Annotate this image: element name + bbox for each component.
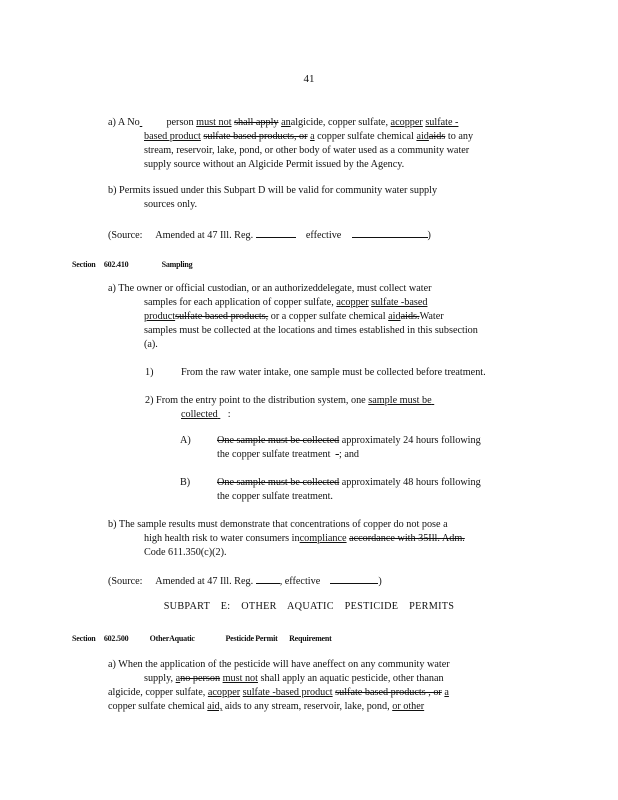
section-label: Section	[72, 260, 96, 269]
text-line: Code 611.350(c)(2).	[144, 547, 227, 558]
text: algicide, copper sulfate,	[108, 687, 206, 698]
text: )	[378, 576, 382, 587]
inserted-text: copper	[212, 687, 241, 698]
deleted-text: shall apply	[234, 117, 279, 128]
text-line	[108, 116, 528, 130]
inserted-text: an	[281, 117, 291, 128]
inserted-text: aid	[416, 131, 429, 142]
text: , effective	[279, 576, 321, 587]
text: Amended at 47 Ill. Reg.	[155, 576, 254, 587]
section-title: Requirement	[289, 634, 332, 643]
text-line: supply source without an Algicide Permit issued by the Agency.	[144, 159, 405, 170]
source-note	[108, 573, 382, 589]
text: )	[427, 230, 431, 241]
inserted-text: copper	[395, 117, 423, 128]
section-heading	[72, 258, 192, 272]
deleted-text: One sample must be collected	[217, 435, 340, 446]
text-line: b) The sample results must demonstrate that concentrations of copper do not pose a	[108, 519, 448, 530]
list-item	[145, 394, 535, 422]
inserted-text: a	[336, 297, 341, 308]
text: supply,	[144, 673, 174, 684]
text-line	[108, 700, 528, 714]
text-line	[145, 408, 535, 422]
text: copper sulfate chemical	[108, 701, 205, 712]
section-title: Sampling	[161, 260, 193, 269]
list-item	[145, 366, 535, 380]
inserted-text: based product	[144, 131, 201, 142]
item-label: A)	[180, 435, 191, 446]
text: From the raw water intake, one sample must be collected before treatment.	[181, 367, 486, 378]
text-line: sources only.	[144, 199, 198, 210]
paragraph-b-results	[108, 518, 528, 560]
text: (Source:	[108, 576, 143, 587]
paragraph-b-permits	[108, 184, 528, 212]
underline-fill	[432, 394, 458, 408]
inserted-text: product	[144, 311, 176, 322]
text: ; and	[338, 449, 360, 460]
deleted-text: aids	[428, 131, 446, 142]
text-line: (a).	[144, 339, 158, 350]
text-line: samples must be collected at the locations and times established in this subsection	[144, 325, 478, 336]
deleted-text: One sample must be collected	[217, 477, 340, 488]
inserted-text: or other	[392, 701, 425, 712]
underline-fill	[218, 408, 228, 422]
text-line: a) The owner or official custodian, or an authorizeddelegate, must collect water	[108, 283, 432, 294]
text-line: the copper sulfate treatment.	[217, 491, 333, 502]
text: approximately 48 hours following	[341, 477, 481, 488]
inserted-text: a	[390, 117, 396, 128]
text-line	[108, 296, 528, 310]
deleted-text: -	[335, 449, 339, 460]
text: the copper sulfate treatment	[217, 449, 331, 460]
text: person	[166, 117, 194, 128]
text: algicide, copper sulfate,	[290, 117, 388, 128]
text: :	[227, 409, 231, 420]
text-line: stream, reservoir, lake, pond, or other body of water used as a community water	[144, 145, 470, 156]
inserted-text: a	[310, 131, 315, 142]
text: or a copper sulfate chemical	[270, 311, 386, 322]
subpart-heading: SUBPART E: OTHER AQUATIC PESTICIDE PERMITS	[163, 601, 455, 612]
section-label: Section	[72, 634, 96, 643]
paragraph-a-sampling	[108, 282, 528, 352]
deleted-text: aids to any stream, reservoir, lake, pond,	[224, 701, 390, 712]
inserted-text: sample must be	[368, 395, 432, 406]
text-line	[108, 130, 528, 144]
text-line	[108, 672, 528, 686]
inserted-text: must not	[196, 117, 232, 128]
section-title: Pesticide	[225, 634, 254, 643]
deleted-text: shall apply an aquatic pesticide, other thanan	[260, 673, 444, 684]
deleted-text: sulfate based products , or	[335, 687, 442, 698]
paragraph-a-pesticide	[108, 658, 528, 714]
date-blank	[256, 227, 296, 238]
section-heading	[72, 632, 332, 646]
inserted-text: collected	[181, 409, 218, 420]
deleted-text: accordance with 35Ill. Adm.	[349, 533, 465, 544]
section-title: OtherAquatic	[149, 634, 195, 643]
text: Amended at 47 Ill. Reg.	[155, 230, 254, 241]
text-line	[217, 448, 530, 462]
page-number: 41	[303, 73, 315, 85]
item-label: B)	[180, 477, 191, 488]
date-blank	[330, 573, 378, 584]
inserted-text: sulfate -based product	[242, 687, 333, 698]
sub-item-a	[180, 434, 530, 462]
text-line	[217, 476, 530, 490]
inserted-text: aid,	[207, 701, 223, 712]
section-number: 602.500	[103, 634, 129, 643]
text: samples for each application of copper sulfate,	[144, 297, 334, 308]
source-note	[108, 227, 431, 243]
deleted-text: no person	[180, 673, 221, 684]
text: (Source:	[108, 230, 143, 241]
text: Water	[419, 311, 444, 322]
text-line	[108, 310, 528, 324]
deleted-text: sulfate based products, or	[203, 131, 308, 142]
text: approximately 24 hours following	[341, 435, 481, 446]
text-line	[108, 532, 528, 546]
text-line: b) Permits issued under this Subpart D will be valid for community water supply	[108, 185, 438, 196]
inserted-text: a	[207, 687, 213, 698]
date-blank	[352, 227, 428, 238]
deleted-text: aids.	[400, 311, 420, 322]
text: a) A No	[108, 117, 140, 128]
section-title: Permit	[255, 634, 278, 643]
text: copper sulfate chemical	[317, 131, 414, 142]
text-line	[145, 394, 535, 408]
text: high health risk to water consumers in	[144, 533, 300, 544]
inserted-text: aid	[388, 311, 401, 322]
deleted-text: sulfate based products,	[175, 311, 269, 322]
inserted-text: copper	[340, 297, 369, 308]
text: 2) From the entry point to the distribution system, one	[145, 395, 366, 406]
item-number: 1)	[145, 367, 154, 378]
insertion-blank	[140, 116, 154, 130]
paragraph-a-algicide	[108, 116, 528, 172]
text-line	[108, 686, 528, 700]
inserted-text: sulfate -	[425, 117, 459, 128]
text: effective	[305, 230, 342, 241]
inserted-text: a	[444, 687, 449, 698]
sub-item-b	[180, 476, 530, 504]
text-line	[217, 434, 530, 448]
date-blank	[256, 573, 280, 584]
inserted-text: must not	[222, 673, 258, 684]
text: to any	[447, 131, 474, 142]
inserted-text: compliance	[299, 533, 347, 544]
inserted-text: a	[175, 673, 181, 684]
text-line: a) When the application of the pesticide will have aneffect on any community water	[108, 659, 450, 670]
section-number: 602.410	[103, 260, 129, 269]
inserted-text: sulfate -based	[371, 297, 428, 308]
